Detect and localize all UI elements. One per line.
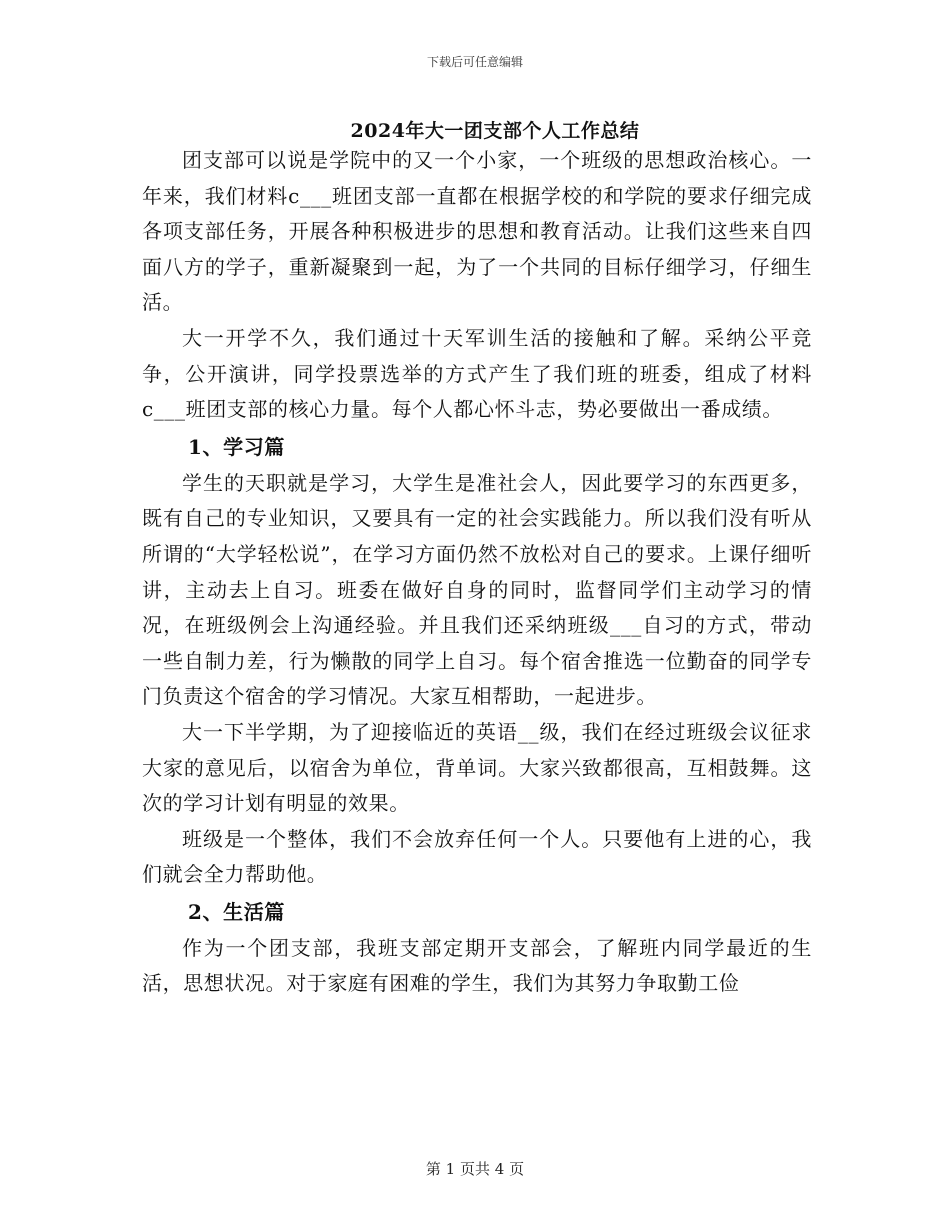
page-footer: 第 1 页共 4 页 (425, 1160, 525, 1178)
intro-paragraph-2: 大一开学不久，我们通过十天军训生活的接触和了解。采纳公平竞争，公开演讲，同学投票选举的方式产生了我们班的班委，组成了材料c___班团支部的核心力量。每个人都心怀斗志，势必要做出一番成绩。 (142, 325, 812, 422)
page-header: 下载后可任意编辑 (426, 55, 523, 69)
section-heading-study: 1、学习篇 (188, 434, 285, 459)
study-paragraph-2: 大一下半学期，为了迎接临近的英语__级，我们在经过班级会议征求大家的意见后，以宿舍为单位，背单词。大家兴致都很高，互相鼓舞。这次的学习计划有明显的效果。 (142, 719, 812, 816)
study-paragraph-1: 学生的天职就是学习，大学生是准社会人，因此要学习的东西更多，既有自己的专业知识，又要具有一定的社会实践能力。所以我们没有听从所谓的“大学轻松说”，在学习方面仍然不放松对自己的要求。上课仔细听讲，主动去上自习。班委在做好自身的同时，监督同学们主动学习的情况，在班级例会上沟通经验。并且我们还采纳班级___自习的方式，带动一些自制力差，行为懒散的同学上自习。每个宿舍推选一位勤奋的同学专门负责这个宿舍的学习情况。大家互相帮助，一起进步。 (142, 470, 812, 709)
life-paragraph-1: 作为一个团支部，我班支部定期开支部会，了解班内同学最近的生活，思想状况。对于家庭有困难的学生，我们为其努力争取勤工俭 (142, 935, 812, 996)
document-body (142, 143, 812, 1002)
document-title: 2024年大一团支部个人工作总结 (350, 120, 640, 142)
section-heading-life: 2、生活篇 (188, 899, 285, 924)
intro-paragraph-1: 团支部可以说是学院中的又一个小家，一个班级的思想政治核心。一年来，我们材料c___班团支部一直都在根据学校的和学院的要求仔细完成各项支部任务，开展各种积极进步的思想和教育活动。让我们这些来自四面八方的学子，重新凝聚到一起，为了一个共同的目标仔细学习，仔细生活。 (142, 148, 812, 315)
study-paragraph-3: 班级是一个整体，我们不会放弃任何一个人。只要他有上进的心，我们就会全力帮助他。 (142, 826, 812, 887)
